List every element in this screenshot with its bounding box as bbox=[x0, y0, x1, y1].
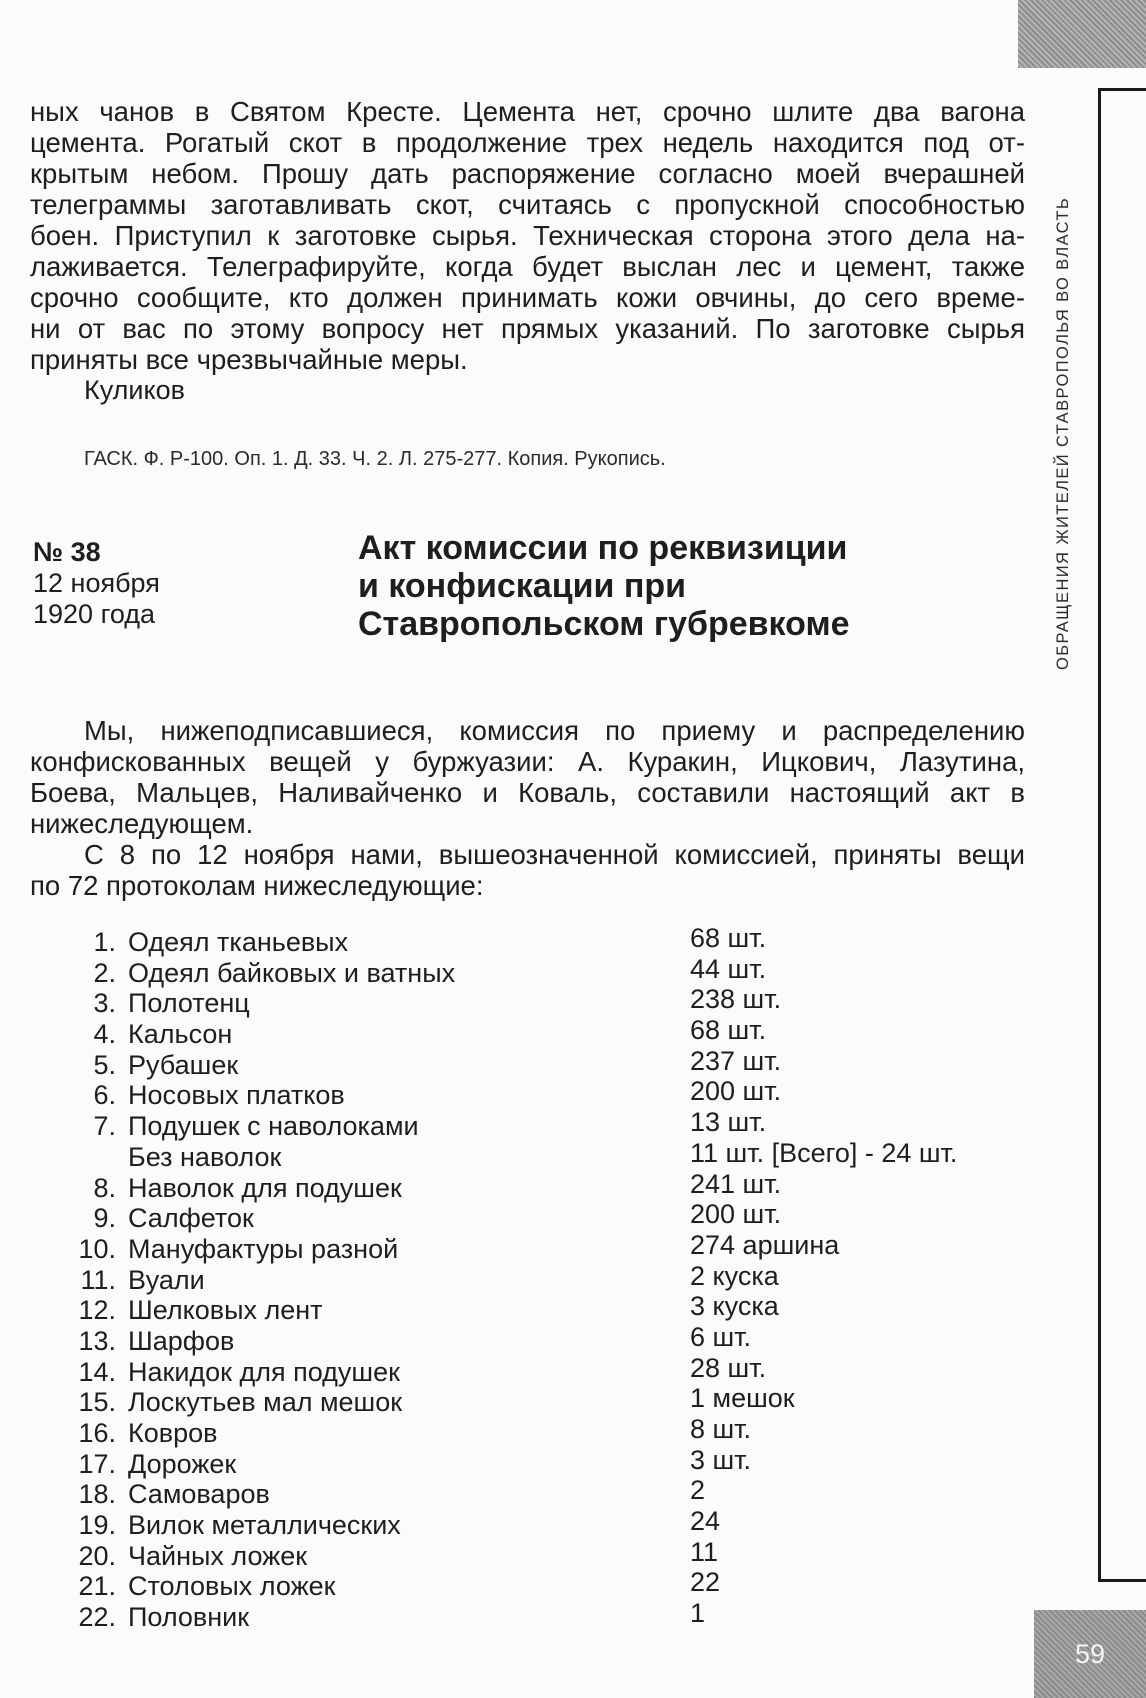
item-number: 15. bbox=[78, 1387, 116, 1418]
item-quantity: 238 шт. bbox=[690, 984, 782, 1015]
document-body bbox=[30, 715, 1025, 901]
item-name: Шелковых лент bbox=[128, 1295, 323, 1326]
signature: Куликов bbox=[84, 375, 185, 405]
document-title bbox=[358, 529, 998, 643]
item-number: 21. bbox=[78, 1571, 116, 1602]
item-name: Шарфов bbox=[128, 1325, 235, 1356]
list-item bbox=[30, 1045, 1025, 1081]
item-quantity: 11 шт. [Всего] - 24 шт. bbox=[690, 1137, 958, 1168]
item-number: 7. bbox=[93, 1111, 116, 1142]
item-number: 13. bbox=[78, 1325, 116, 1356]
item-number: 12. bbox=[78, 1295, 116, 1326]
paragraph-2 bbox=[30, 839, 1025, 901]
list-item bbox=[30, 1598, 1025, 1633]
item-name: Дорожек bbox=[128, 1448, 237, 1479]
text-line: телеграммы заготавливать скот, считаясь с пропускной способностью bbox=[30, 189, 1025, 220]
title-line: и конфискации при bbox=[358, 567, 687, 605]
list-item bbox=[30, 1291, 1025, 1326]
item-number: 5. bbox=[93, 1049, 116, 1080]
item-quantity: 3 куска bbox=[690, 1291, 779, 1322]
paragraph-1 bbox=[30, 715, 1025, 839]
item-name: Салфеток bbox=[128, 1203, 254, 1234]
item-number: 16. bbox=[78, 1418, 116, 1448]
list-item bbox=[30, 984, 1025, 1019]
item-number: 8. bbox=[93, 1172, 116, 1203]
item-number: 22. bbox=[78, 1602, 116, 1633]
previous-document-text bbox=[30, 96, 1025, 375]
text-line: Боева, Мальцев, Наливайченко и Коваль, составили настоящий акт в bbox=[30, 777, 1025, 808]
page-number: 59 bbox=[1074, 1638, 1106, 1669]
item-name: Вуали bbox=[128, 1264, 205, 1295]
item-name: Половник bbox=[128, 1602, 250, 1633]
item-quantity: 11 bbox=[690, 1536, 719, 1567]
list-item bbox=[30, 1199, 1025, 1234]
margin-frame bbox=[1098, 88, 1146, 1582]
document-number: № 38 bbox=[33, 537, 101, 567]
top-corner-tab bbox=[1018, 0, 1146, 68]
item-quantity: 1 мешок bbox=[690, 1383, 795, 1414]
item-quantity: 24 bbox=[690, 1506, 721, 1537]
item-quantity: 68 шт. bbox=[690, 923, 767, 953]
item-quantity: 28 шт. bbox=[690, 1352, 767, 1383]
document-date-year: 1920 года bbox=[33, 599, 156, 629]
item-quantity: 3 шт. bbox=[690, 1444, 752, 1475]
item-name: Накидок для подушек bbox=[128, 1356, 400, 1387]
item-name: Носовых платков bbox=[128, 1080, 345, 1111]
item-number: 10. bbox=[78, 1233, 116, 1264]
list-item bbox=[30, 923, 1025, 958]
item-quantity: 8 шт. bbox=[690, 1414, 752, 1444]
item-quantity: 13 шт. bbox=[690, 1107, 767, 1138]
item-quantity: 1 bbox=[690, 1598, 706, 1629]
item-quantity: 22 bbox=[690, 1567, 721, 1598]
item-quantity: 44 шт. bbox=[690, 953, 767, 984]
item-number: 9. bbox=[93, 1203, 116, 1234]
list-item bbox=[30, 1076, 1025, 1111]
text-line: ни от вас по этому вопросу нет прямых указаний. По заготовке сырья bbox=[30, 313, 1025, 344]
item-number: 20. bbox=[78, 1540, 116, 1571]
item-number: 2. bbox=[93, 957, 116, 988]
list-item bbox=[30, 1352, 1025, 1388]
text-line: боен. Приступил к заготовке сырья. Техническая сторона этого дела на- bbox=[30, 220, 1025, 251]
page-number-tab bbox=[1034, 1610, 1146, 1698]
item-quantity: 68 шт. bbox=[690, 1015, 767, 1046]
list-item bbox=[30, 1475, 1025, 1510]
text-line: по 72 протоколам нижеследующие: bbox=[30, 870, 484, 901]
running-title-text: ОБРАЩЕНИЯ ЖИТЕЛЕЙ СТАВРОПОЛЬЯ ВО ВЛАСТЬ bbox=[1054, 196, 1072, 670]
item-number: 6. bbox=[93, 1080, 116, 1111]
text-line: ных чанов в Святом Кресте. Цемента нет, срочно шлите два вагона bbox=[30, 96, 1025, 127]
list-item bbox=[30, 1414, 1025, 1449]
item-quantity: 2 bbox=[690, 1475, 706, 1506]
document-date-day: 12 ноября bbox=[33, 568, 160, 598]
item-quantity: 200 шт. bbox=[690, 1199, 782, 1230]
item-name: Одеял тканьевых bbox=[128, 927, 349, 957]
document-meta bbox=[33, 537, 160, 630]
title-line: Ставропольском губревкоме bbox=[358, 605, 850, 643]
item-quantity: 2 куска bbox=[690, 1260, 779, 1291]
item-name: Столовых ложек bbox=[128, 1571, 336, 1602]
item-name: Кальсон bbox=[128, 1019, 233, 1050]
list-item bbox=[30, 1506, 1025, 1541]
item-name: Без наволок bbox=[128, 1141, 282, 1172]
list-item bbox=[30, 1260, 1025, 1296]
text-line: лаживается. Телеграфируйте, когда будет выслан лес и цемент, также bbox=[30, 251, 1025, 282]
item-number: 1. bbox=[93, 927, 116, 957]
item-name: Подушек с наволоками bbox=[128, 1111, 419, 1142]
list-item bbox=[30, 1536, 1025, 1572]
text-line: нижеследующем. bbox=[30, 808, 254, 839]
item-name: Чайных ложек bbox=[128, 1540, 308, 1571]
document-header bbox=[30, 529, 1025, 677]
page-content bbox=[30, 96, 1025, 1633]
item-name: Мануфактуры разной bbox=[128, 1233, 399, 1264]
text-line: цемента. Рогатый скот в продолжение трех недель находится под от- bbox=[30, 127, 1025, 158]
item-name: Одеял байковых и ватных bbox=[128, 957, 456, 988]
list-item bbox=[30, 1015, 1025, 1050]
item-quantity: 274 аршина bbox=[690, 1229, 840, 1260]
list-item bbox=[30, 1383, 1025, 1418]
text-line: крытым небом. Прошу дать распоряжение согласно моей вчерашней bbox=[30, 158, 1025, 189]
item-quantity: 237 шт. bbox=[690, 1045, 782, 1076]
list-item bbox=[30, 1137, 1025, 1173]
item-number: 19. bbox=[78, 1510, 116, 1541]
archive-source: ГАСК. Ф. Р-100. Оп. 1. Д. 33. Ч. 2. Л. 275-277. Копия. Рукопись. bbox=[84, 448, 666, 470]
item-name: Ковров bbox=[128, 1418, 218, 1448]
item-name: Наволок для подушек bbox=[128, 1172, 402, 1203]
items-list bbox=[30, 923, 1025, 1633]
item-name: Рубашек bbox=[128, 1049, 239, 1080]
item-name: Вилок металлических bbox=[128, 1510, 401, 1541]
title-line: Акт комиссии по реквизиции bbox=[358, 529, 848, 567]
item-quantity: 200 шт. bbox=[690, 1076, 782, 1107]
list-item bbox=[30, 953, 1025, 989]
text-line: срочно сообщите, кто должен принимать кожи овчины, до сего време- bbox=[30, 282, 1025, 313]
list-item bbox=[30, 1567, 1025, 1602]
text-line: конфискованных вещей у буржуазии: А. Куракин, Ицкович, Лазутина, bbox=[30, 746, 1025, 777]
item-number: 18. bbox=[78, 1479, 116, 1510]
item-quantity: 241 шт. bbox=[690, 1168, 782, 1199]
item-name: Лоскутьев мал мешок bbox=[128, 1387, 403, 1418]
list-item bbox=[30, 1168, 1025, 1204]
item-quantity: 6 шт. bbox=[690, 1321, 752, 1352]
item-number: 17. bbox=[78, 1448, 116, 1479]
item-number: 11. bbox=[80, 1264, 116, 1295]
item-name: Полотенц bbox=[128, 988, 250, 1019]
text-line: Мы, нижеподписавшиеся, комиссия по приему и распределению bbox=[84, 715, 1025, 746]
list-item bbox=[30, 1229, 1025, 1265]
item-number: 4. bbox=[93, 1019, 116, 1050]
text-line: приняты все чрезвычайные меры. bbox=[30, 344, 468, 375]
item-number: 3. bbox=[93, 988, 116, 1019]
item-number: 14. bbox=[78, 1356, 116, 1387]
list-item bbox=[30, 1444, 1025, 1480]
text-line: С 8 по 12 ноября нами, вышеозначенной комиссией, приняты вещи bbox=[84, 839, 1025, 870]
list-item bbox=[30, 1321, 1025, 1357]
item-name: Самоваров bbox=[128, 1479, 270, 1510]
